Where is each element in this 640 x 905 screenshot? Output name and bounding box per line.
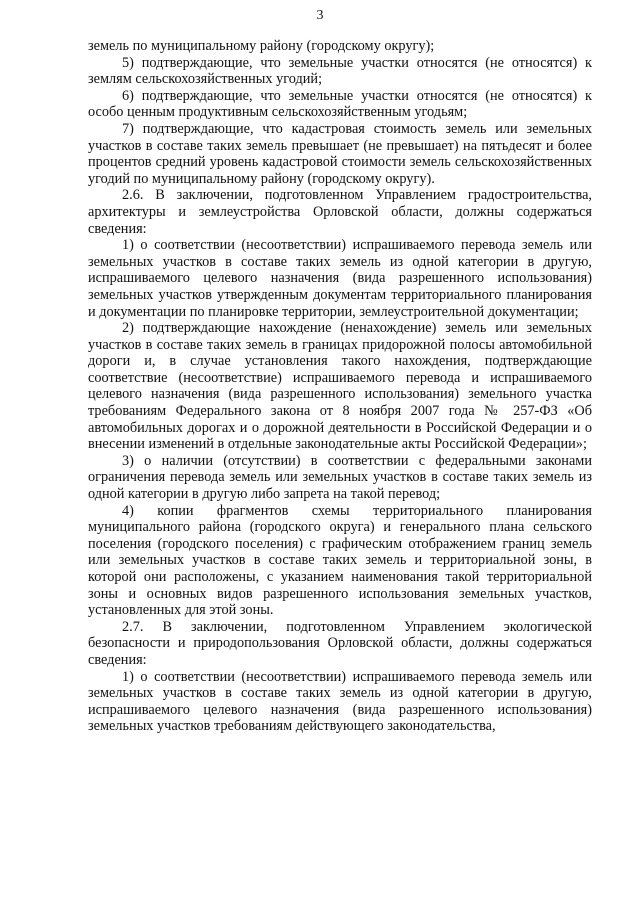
paragraph: 1) о соответствии (несоответствии) испрашиваемого перевода земель или земельных участков в составе таких земель из одной категории в другую, испрашиваемого целевого назначения (вида разрешенного использования) земельных участков утвержденным документам территориального планирования и документации по планировке территории, землеустроительной документации; bbox=[88, 237, 592, 320]
paragraph: 5) подтверждающие, что земельные участки относятся (не относятся) к землям сельскохозяйственных угодий; bbox=[88, 54, 592, 88]
paragraph: 3) о наличии (отсутствии) в соответствии с федеральными законами ограничения перевода земель или земельных участков в составе таких земель из одной категории в другую либо запрета на такой перевод; bbox=[88, 452, 592, 503]
page-number: 3 bbox=[316, 8, 324, 23]
document-body bbox=[88, 38, 592, 735]
paragraph: земель по муниципальному району (городскому округу); bbox=[88, 38, 435, 54]
paragraph: 1) о соответствии (несоответствии) испрашиваемого перевода земель или земельных участков в составе таких земель из одной категории в другую, испрашиваемого целевого назначения (вида разрешенного использования) земельных участков требованиям действующего законодательства, bbox=[88, 668, 592, 735]
paragraph: 2.7. В заключении, подготовленном Управлением экологической безопасности и природопользования Орловской области, должны содержаться сведения: bbox=[88, 618, 592, 668]
paragraph: 4) копии фрагментов схемы территориального планирования муниципального района (городского округа) и генерального плана сельского поселения (городского поселения) с графическим отображением границ земель или земельных участков в составе таких земель и территориальной зоны, в которой они расположены, с указанием наименования такой территориальной зоны и основных видов разрешенного использования земельных участков, установленных для этой зоны. bbox=[88, 502, 592, 619]
paragraph: 7) подтверждающие, что кадастровая стоимость земель или земельных участков в составе таких земель превышает (не превышает) на пятьдесят и более процентов средний уровень кадастровой стоимости земель сельскохозяйственных угодий по муниципальному району (городскому округу). bbox=[88, 120, 592, 187]
paragraph: 6) подтверждающие, что земельные участки относятся (не относятся) к особо ценным продуктивным сельскохозяйственным угодьям; bbox=[88, 87, 592, 121]
paragraph: 2) подтверждающие нахождение (ненахождение) земель или земельных участков в составе таких земель в границах придорожной полосы автомобильной дороги и, в случае установления такого нахождения, подтверждающие соответствие (несоответствие) испрашиваемого перевода и испрашиваемого целевого назначения (вида разрешенного использования) земельного участка требованиям Федерального закона от 8 ноября 2007 года № 257-ФЗ «Об автомобильных дорогах и о дорожной деятельности в Российской Федерации и о внесении изменений в отдельные законодательные акты Российской Федерации»; bbox=[88, 320, 592, 453]
paragraph: 2.6. В заключении, подготовленном Управлением градостроительства, архитектуры и землеустройства Орловской области, должны содержаться сведения: bbox=[88, 187, 592, 237]
